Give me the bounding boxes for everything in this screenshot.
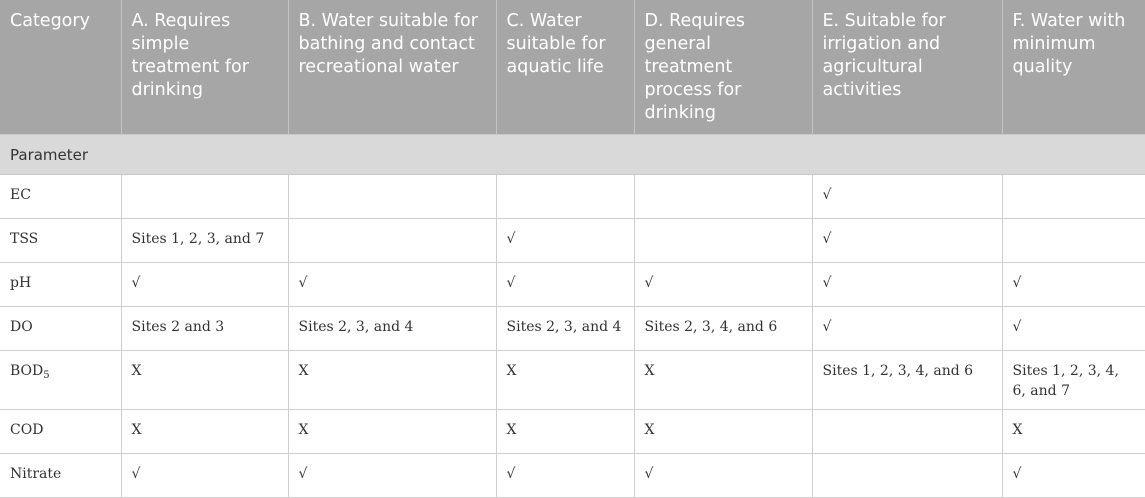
- table-cell: √: [121, 263, 288, 307]
- table-cell: X: [288, 351, 496, 410]
- table-cell: X: [634, 410, 812, 454]
- header-category-a: A. Requires simple treatment for drinking: [121, 0, 288, 135]
- table-cell: Sites 2, 3, and 4: [288, 307, 496, 351]
- param-cell: [0, 454, 121, 498]
- table-cell: [634, 219, 812, 263]
- header-category-b: B. Water suitable for bathing and contact recreational water: [288, 0, 496, 135]
- param-label: TSS: [10, 231, 39, 247]
- table-cell: √: [496, 454, 634, 498]
- table-row-cod: [0, 410, 1145, 454]
- table-cell: Sites 2, 3, and 4: [496, 307, 634, 351]
- section-label: Parameter: [0, 135, 1145, 175]
- param-label: DO: [10, 319, 33, 335]
- param-cell: [0, 307, 121, 351]
- table-cell: [288, 219, 496, 263]
- table-cell: √: [121, 454, 288, 498]
- table-cell: Sites 2 and 3: [121, 307, 288, 351]
- table-cell: √: [288, 263, 496, 307]
- table-cell: X: [121, 351, 288, 410]
- table-cell: √: [634, 454, 812, 498]
- header-category-f: F. Water with minimum quality: [1002, 0, 1145, 135]
- param-cell: [0, 175, 121, 219]
- table-cell: [496, 175, 634, 219]
- table-cell: √: [288, 454, 496, 498]
- table-cell: X: [288, 410, 496, 454]
- table-cell: X: [121, 410, 288, 454]
- table-cell: [121, 175, 288, 219]
- param-label: EC: [10, 187, 31, 203]
- param-cell: [0, 219, 121, 263]
- param-cell: [0, 351, 121, 410]
- table-cell: √: [812, 307, 1002, 351]
- section-row: [0, 135, 1145, 175]
- param-label: pH: [10, 275, 32, 291]
- table-cell: √: [812, 219, 1002, 263]
- param-label: BOD: [10, 363, 44, 379]
- table-cell: [634, 175, 812, 219]
- table-cell: √: [812, 175, 1002, 219]
- param-label: Nitrate: [10, 466, 62, 482]
- param-cell: [0, 263, 121, 307]
- table-cell: [288, 175, 496, 219]
- header-category: Category: [0, 0, 121, 135]
- table-row-nitrate: [0, 454, 1145, 498]
- table-cell: √: [1002, 454, 1145, 498]
- table-cell: √: [496, 219, 634, 263]
- table-cell: [812, 410, 1002, 454]
- table-cell: [812, 454, 1002, 498]
- table-cell: Sites 2, 3, 4, and 6: [634, 307, 812, 351]
- header-category-c: C. Water suitable for aquatic life: [496, 0, 634, 135]
- table-cell: √: [634, 263, 812, 307]
- table-cell: X: [634, 351, 812, 410]
- table-cell: [1002, 175, 1145, 219]
- table-cell: √: [1002, 307, 1145, 351]
- table-row-tss: [0, 219, 1145, 263]
- table-cell: √: [812, 263, 1002, 307]
- table-cell: X: [496, 351, 634, 410]
- header-category-d: D. Requires general treatment process for drinking: [634, 0, 812, 135]
- table-cell: Sites 1, 2, 3, and 7: [121, 219, 288, 263]
- table-cell: X: [1002, 410, 1145, 454]
- table-row-ec: [0, 175, 1145, 219]
- table-row-bod5: [0, 351, 1145, 410]
- table-cell: Sites 1, 2, 3, 4, 6, and 7: [1002, 351, 1145, 410]
- param-label: COD: [10, 422, 44, 438]
- header-row: [0, 0, 1145, 135]
- table-row-ph: [0, 263, 1145, 307]
- table-cell: Sites 1, 2, 3, 4, and 6: [812, 351, 1002, 410]
- table-cell: √: [1002, 263, 1145, 307]
- table-cell: [1002, 219, 1145, 263]
- table-row-do: [0, 307, 1145, 351]
- header-category-e: E. Suitable for irrigation and agricultural activities: [812, 0, 1002, 135]
- table-cell: √: [496, 263, 634, 307]
- param-cell: [0, 410, 121, 454]
- param-subscript: 5: [43, 370, 50, 381]
- table-cell: X: [496, 410, 634, 454]
